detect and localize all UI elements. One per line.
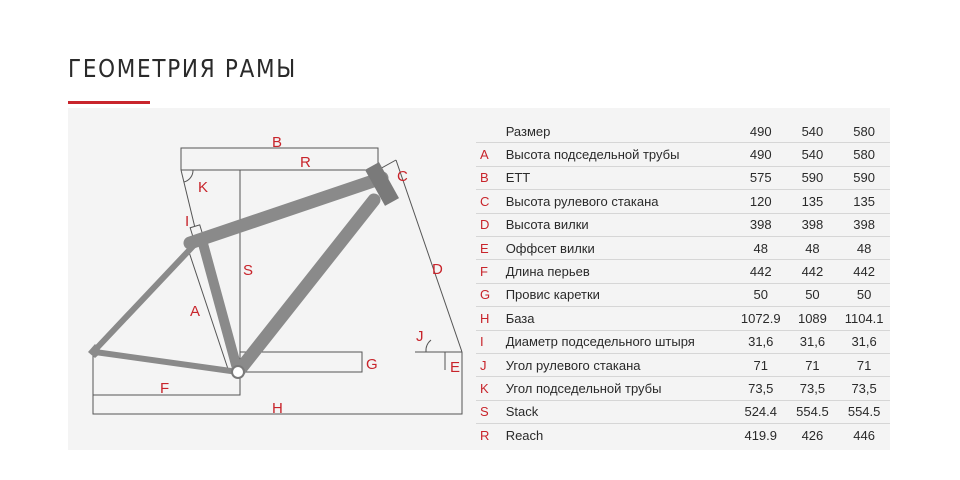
row-letter: D — [476, 213, 506, 236]
row-name: Stack — [506, 400, 735, 423]
label-s: S — [243, 262, 254, 279]
row-name: Длина перьев — [506, 260, 735, 283]
table-row — [476, 353, 890, 376]
row-value: 590 — [787, 166, 839, 189]
table-row — [476, 424, 890, 447]
row-letter: K — [476, 377, 506, 400]
row-letter: G — [476, 283, 506, 306]
page-title: ГЕОМЕТРИЯ РАМЫ — [68, 54, 297, 83]
header-size: 540 — [787, 120, 839, 143]
label-b: B — [272, 134, 283, 151]
dimension-b-line — [181, 148, 378, 170]
row-value: 398 — [838, 213, 890, 236]
row-value: 50 — [787, 283, 839, 306]
row-value: 48 — [838, 236, 890, 259]
row-value: 71 — [838, 353, 890, 376]
row-value: 446 — [853, 427, 875, 443]
row-value: 73,5 — [838, 377, 890, 400]
table-row — [476, 143, 890, 166]
row-value: 1072.9 — [735, 307, 787, 330]
row-value: 398 — [787, 213, 839, 236]
row-value: 120 — [735, 190, 787, 213]
label-k: K — [198, 179, 209, 196]
table-row — [476, 283, 890, 306]
row-letter: A — [476, 143, 506, 166]
frame-geometry-diagram — [0, 0, 470, 480]
row-value: 554.5 — [787, 400, 839, 423]
table-row — [476, 260, 890, 283]
bottom-bracket — [232, 366, 244, 378]
table-row — [476, 307, 890, 330]
label-a: A — [190, 303, 201, 320]
row-value: 419.9 — [744, 427, 778, 443]
label-g: G — [366, 356, 378, 373]
row-value: 442 — [787, 260, 839, 283]
row-value: 580 — [838, 143, 890, 166]
table-row — [476, 236, 890, 259]
row-letter: C — [476, 190, 506, 213]
label-h: H — [272, 400, 283, 417]
label-d: D — [432, 261, 443, 278]
row-value: 48 — [787, 236, 839, 259]
table-row — [476, 166, 890, 189]
row-value: 50 — [838, 283, 890, 306]
table-row — [476, 400, 890, 423]
row-value: 31,6 — [787, 330, 839, 353]
table-row — [476, 377, 890, 400]
label-j: J — [416, 328, 424, 345]
row-value: 540 — [787, 143, 839, 166]
label-r: R — [300, 154, 311, 171]
table-header-row — [476, 120, 890, 143]
dimension-d-line — [396, 160, 462, 352]
row-letter: B — [476, 166, 506, 189]
table-row — [476, 190, 890, 213]
label-i: I — [185, 213, 190, 230]
row-letter: R — [480, 427, 490, 443]
header-size: 580 — [838, 120, 890, 143]
row-value: 48 — [735, 236, 787, 259]
row-value: 135 — [838, 190, 890, 213]
row-letter: J — [476, 353, 506, 376]
row-value: 71 — [735, 353, 787, 376]
row-value: 135 — [787, 190, 839, 213]
geometry-table — [476, 120, 890, 446]
row-value: 490 — [735, 143, 787, 166]
row-name: Диаметр подседельного штыря — [506, 330, 735, 353]
row-letter: S — [476, 400, 506, 423]
seat-stay — [95, 243, 196, 350]
label-c: C — [397, 168, 408, 185]
label-e: E — [450, 359, 461, 376]
row-value: 73,5 — [787, 377, 839, 400]
row-value: 575 — [735, 166, 787, 189]
row-value: 590 — [838, 166, 890, 189]
row-letter: F — [476, 260, 506, 283]
row-letter: E — [476, 236, 506, 259]
row-value: 71 — [787, 353, 839, 376]
header-letter — [476, 120, 506, 143]
angle-k-arc — [184, 170, 193, 182]
row-value: 442 — [838, 260, 890, 283]
row-value: 426 — [801, 427, 824, 443]
label-f: F — [160, 380, 170, 397]
row-value: 31,6 — [838, 330, 890, 353]
row-value: 1089 — [787, 307, 839, 330]
table-row — [476, 330, 890, 353]
row-name: ETT — [506, 166, 735, 189]
row-letter: H — [476, 307, 506, 330]
row-value: 31,6 — [735, 330, 787, 353]
row-name: Угол подседельной трубы — [506, 377, 735, 400]
row-value: 398 — [735, 213, 787, 236]
row-name: Высота подседельной трубы — [506, 143, 735, 166]
header-name: Размер — [506, 120, 735, 143]
row-letter: I — [476, 330, 506, 353]
angle-j-arc — [426, 340, 431, 352]
row-value: 554.5 — [838, 400, 890, 423]
row-name: Оффсет вилки — [506, 236, 735, 259]
row-name: Провис каретки — [506, 283, 735, 306]
table-row — [476, 213, 890, 236]
row-name: Высота рулевого стакана — [506, 190, 735, 213]
row-value: 442 — [735, 260, 787, 283]
dimension-lines — [93, 148, 462, 414]
chain-stay — [95, 352, 238, 372]
row-value: 1104.1 — [838, 307, 890, 330]
row-name: Угол рулевого стакана — [506, 353, 735, 376]
row-name: Высота вилки — [506, 213, 735, 236]
row-name: База — [506, 307, 735, 330]
row-name: Reach — [505, 427, 544, 443]
row-value: 524.4 — [735, 400, 787, 423]
row-value: 73,5 — [735, 377, 787, 400]
row-value: 50 — [735, 283, 787, 306]
header-size: 490 — [735, 120, 787, 143]
